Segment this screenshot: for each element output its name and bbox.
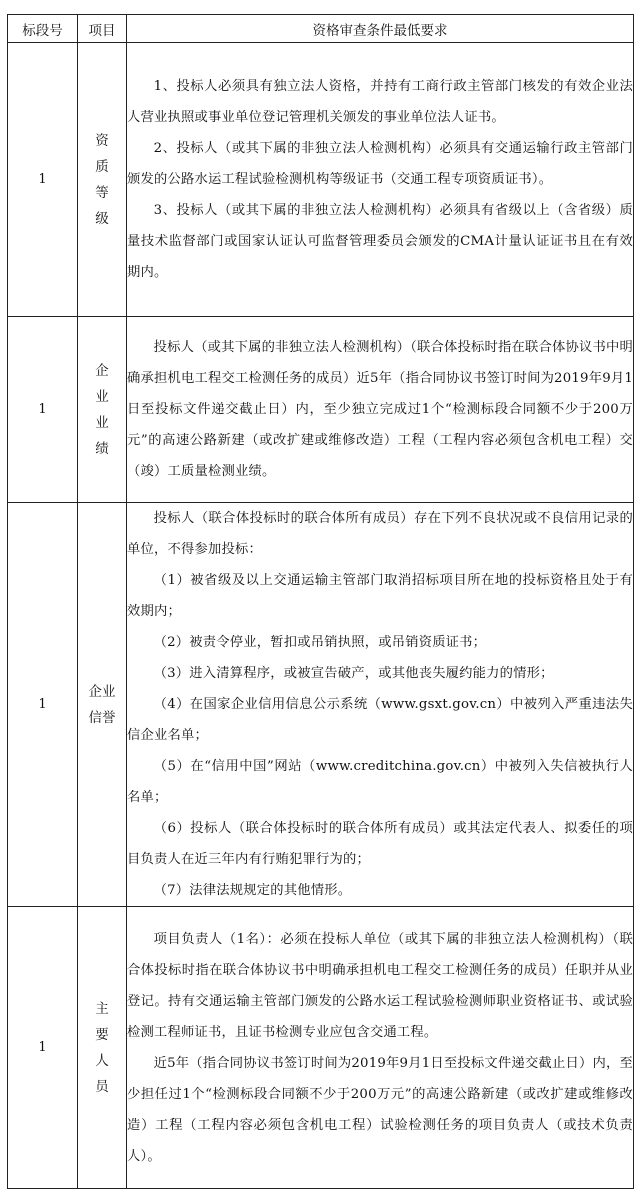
section-number: 1 [8,907,78,1189]
requirements-cell [127,317,634,503]
section-number: 1 [8,317,78,503]
header-section-number: 标段号 [8,15,78,43]
table-header-row [8,15,634,43]
requirement-paragraph: （4）在国家企业信用信息公示系统（www.gsxt.gov.cn）中被列入严重违法失信企业名单； [127,697,633,743]
header-requirements: 资格审查条件最低要求 [127,15,634,43]
table-row-qualification [8,43,634,317]
requirements-cell [127,43,634,317]
qualification-table [7,14,634,1189]
requirement-paragraph: 投标人（或其下属的非独立法人检测机构）（联合体投标时指在联合体协议书中明确承担机电工程交工检测任务的成员）近5年（指合同协议书签订时间为2019年9月1日至投标文件递交截止日）内，至少独立完成过1个“检测标段合同额不少于200万元”的高速公路新建（或改扩建或维修改造）工程（工程内容必须包含机电工程）交（竣）工质量检测业绩。 [127,340,634,479]
requirements-cell [127,503,634,907]
category-label: 企业业绩 [95,362,109,457]
requirement-paragraph: （7）法律法规规定的其他情形。 [153,883,352,898]
requirements-cell [127,907,634,1189]
table-row-credit [8,503,634,907]
requirement-paragraph: 2、投标人（或其下属的非独立法人检测机构）必须具有交通运输行政主管部门颁发的公路水运工程试验检测机构等级证书（交通工程专项资质证书）。 [127,141,633,187]
requirement-paragraph: （3）进入清算程序，或被宣告破产，或其他丧失履约能力的情形； [153,666,554,681]
table-row-performance [8,317,634,503]
category-label: 主要人员 [95,1000,109,1095]
requirement-paragraph: 项目负责人（1名）：必须在投标人单位（或其下属的非独立法人检测机构）（联合体投标时指在联合体协议书中明确承担机电工程交工检测任务的成员）任职并从业登记。持有交通运输主管部门颁发的公路水运工程试验检测师职业资格证书、或试验检测工程师证书，且证书检测专业应包含交通工程。 [127,931,633,1040]
requirement-paragraph: 投标人（联合体投标时的联合体所有成员）存在下列不良状况或不良信用记录的单位，不得参加投标： [127,511,633,557]
requirement-paragraph: （2）被责令停业，暂扣或吊销执照，或吊销资质证书； [153,635,487,650]
header-item: 项目 [78,15,127,43]
requirement-paragraph: 3、投标人（或其下属的非独立法人检测机构）必须具有省级以上（含省级）质量技术监督部门或国家认证认可监督管理委员会颁发的CMA计量认证证书且在有效期内。 [127,203,633,280]
requirement-paragraph: （1）被省级及以上交通运输主管部门取消招标项目所在地的投标资格且处于有效期内； [127,573,633,619]
section-number: 1 [8,43,78,317]
requirement-paragraph: （6）投标人（联合体投标时的联合体所有成员）或其法定代表人、拟委任的项目负责人在近三年内有行贿犯罪行为的； [127,821,633,867]
table-row-personnel [8,907,634,1189]
category-label: 企业信誉 [88,683,116,726]
section-number: 1 [8,503,78,907]
category-label: 资质等级 [95,132,109,227]
requirement-paragraph: 近5年（指合同协议书签订时间为2019年9月1日至投标文件递交截止日）内，至少担任过1个“检测标段合同额不少于200万元”的高速公路新建（或改扩建或维修改造）工程（工程内容必须包含机电工程）试验检测任务的项目负责人（或技术负责人）。 [127,1055,633,1164]
requirement-paragraph: （5）在“信用中国”网站（www.creditchina.gov.cn）中被列入失信被执行人名单； [127,759,633,805]
requirement-paragraph: 1、投标人必须具有独立法人资格，并持有工商行政主管部门核发的有效企业法人营业执照或事业单位登记管理机关颁发的事业单位法人证书。 [127,79,633,125]
